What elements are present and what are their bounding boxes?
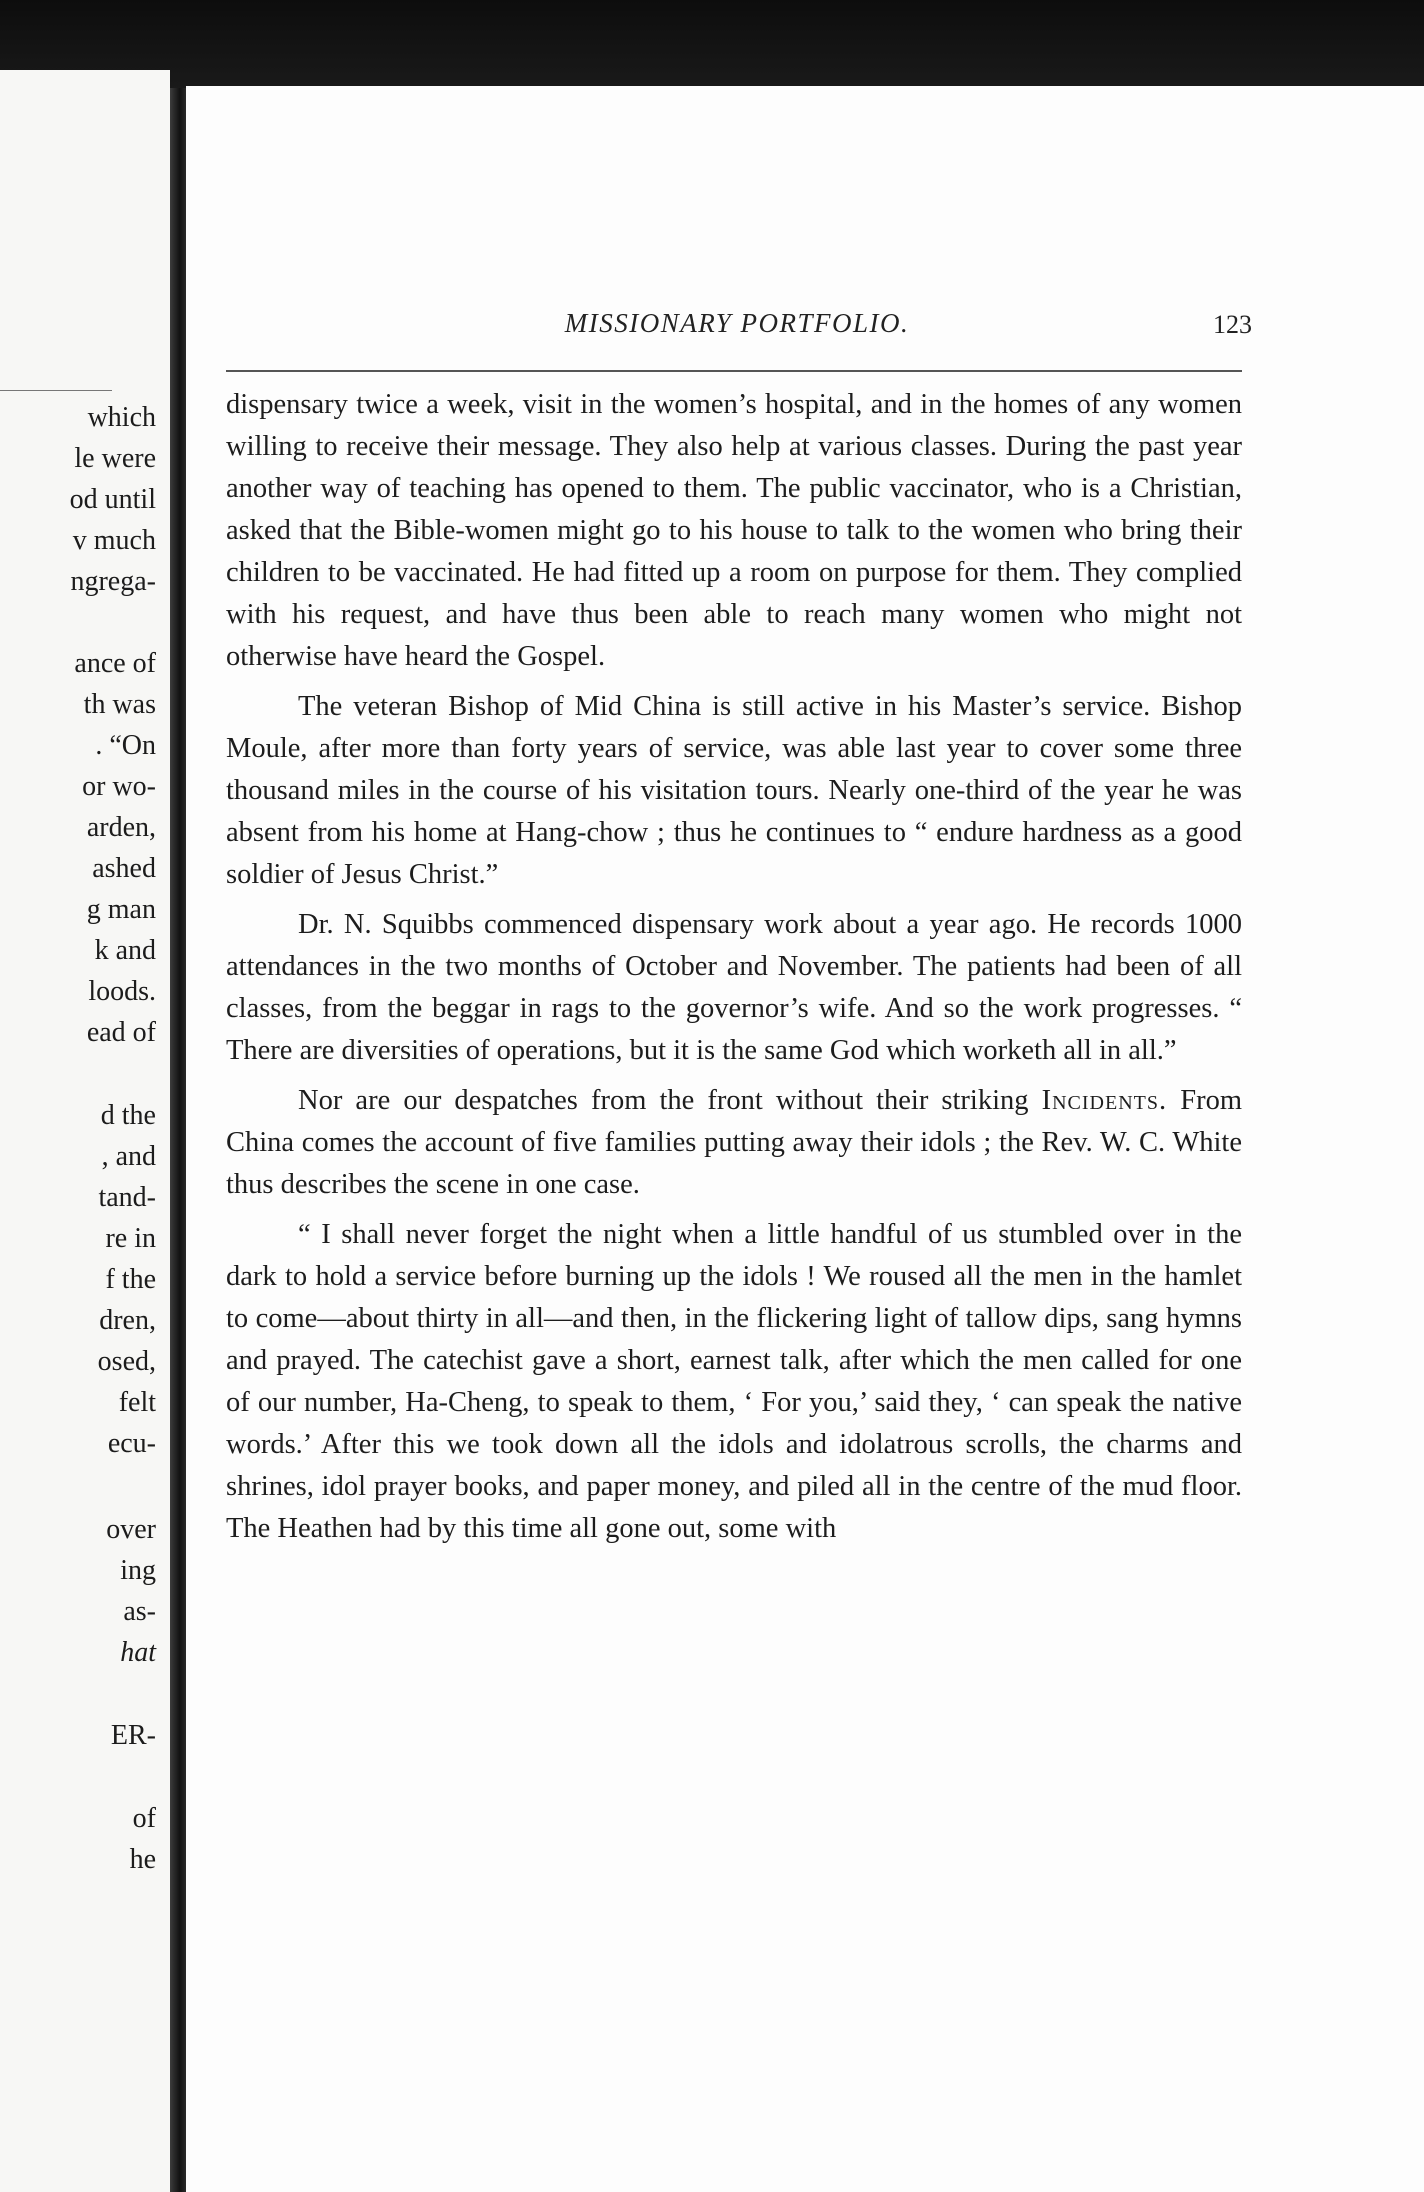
- facing-page-line: d the: [100, 1100, 156, 1131]
- facing-page-header-rule: [0, 390, 112, 391]
- paragraph: The veteran Bishop of Mid China is still active in his Master’s service. Bishop Moule, after more than forty years of service, was able last year to cover some three thousand miles in the course of his visitation tours. Nearly one-third of the year he was absent from his home at Hang-chow ; thus he continues to “ endure hardness as a good soldier of Jesus Christ.”: [226, 691, 1242, 890]
- facing-page-line: le were: [74, 443, 156, 474]
- facing-page-line: which: [87, 402, 156, 433]
- facing-page-line: as-: [123, 1596, 156, 1627]
- facing-page-line: ngrega-: [70, 566, 156, 597]
- facing-page-line: k and: [94, 935, 156, 966]
- paragraph-text: Nor are our despatches from the front without their striking: [298, 1085, 1029, 1116]
- header-rule: [226, 370, 1242, 372]
- facing-page-line: he: [129, 1844, 156, 1875]
- facing-page-line: hat: [120, 1637, 156, 1668]
- facing-page-line: osed,: [97, 1346, 156, 1377]
- facing-page-line: ing: [120, 1555, 156, 1586]
- facing-page: [0, 70, 170, 2192]
- facing-page-line: over: [106, 1514, 156, 1545]
- facing-page-line: arden,: [86, 812, 156, 843]
- facing-page-line: tand-: [98, 1182, 156, 1213]
- paragraph-text: From China comes the account of five families putting away their idols ; the Rev. W. C. White thus describes the scene in one case.: [226, 1085, 1243, 1200]
- facing-page-line: ecu-: [107, 1428, 156, 1459]
- facing-page-line: th was: [83, 689, 156, 720]
- running-title: MISSIONARY PORTFOLIO.: [564, 308, 910, 338]
- paragraph-smallcaps: Incidents.: [1041, 1085, 1168, 1116]
- book-spine: [170, 88, 186, 2192]
- paragraph: “ I shall never forget the night when a little handful of us stumbled over in the dark to hold a service before burning up the idols ! We roused all the men in the hamlet to come—about thirty in all—and then, in the flickering light of tallow dips, sang hymns and prayed. The catechist gave a short, earnest talk, after which the men called for one of our number, Ha-Cheng, to speak to them, ‘ For you,’ said they, ‘ can speak the native words.’ After this we took down all the idols and idolatrous scrolls, the charms and shrines, idol prayer books, and paper money, and piled all in the centre of the mud floor. The Heathen had by this time all gone out, some with: [226, 1219, 1242, 1544]
- facing-page-line: g man: [86, 894, 156, 925]
- facing-page-line: felt: [118, 1387, 156, 1418]
- facing-page-line: . “On: [95, 730, 156, 761]
- page-number: 123: [1213, 310, 1252, 339]
- facing-page-line: f the: [105, 1264, 156, 1295]
- page-header: [222, 308, 1252, 348]
- facing-page-line: ER-: [110, 1720, 156, 1751]
- paragraph: Dr. N. Squibbs commenced dispensary work about a year ago. He records 1000 attendances in the two months of October and November. The patients had been of all classes, from the beggar in rags to the governor’s wife. And so the work progresses. “ There are diversities of operations, but it is the same God which worketh all in all.”: [226, 909, 1242, 1066]
- facing-page-line: ance of: [74, 648, 156, 679]
- facing-page-line: re in: [105, 1223, 156, 1254]
- facing-page-line: loods.: [88, 976, 156, 1007]
- book-page: [186, 86, 1424, 2192]
- facing-page-line: ead of: [86, 1017, 156, 1048]
- facing-page-line: od until: [69, 484, 156, 515]
- facing-page-line: , and: [101, 1141, 156, 1172]
- facing-page-line: ashed: [92, 853, 156, 884]
- paragraph: dispensary twice a week, visit in the women’s hospital, and in the homes of any women willing to receive their message. They also help at various classes. During the past year another way of teaching has opened to them. The public vaccinator, who is a Christian, asked that the Bible-women might go to his house to talk to the women who bring their children to be vaccinated. He had fitted up a room on purpose for them. They complied with his request, and have thus been able to reach many women who might not otherwise have heard the Gospel.: [226, 389, 1242, 672]
- paragraph: [226, 1080, 1242, 1206]
- facing-page-line: v much: [72, 525, 156, 556]
- facing-page-line: dren,: [99, 1305, 156, 1336]
- body-text: [226, 384, 1242, 1558]
- facing-page-line: of: [132, 1803, 156, 1834]
- facing-page-line: or wo-: [82, 771, 156, 802]
